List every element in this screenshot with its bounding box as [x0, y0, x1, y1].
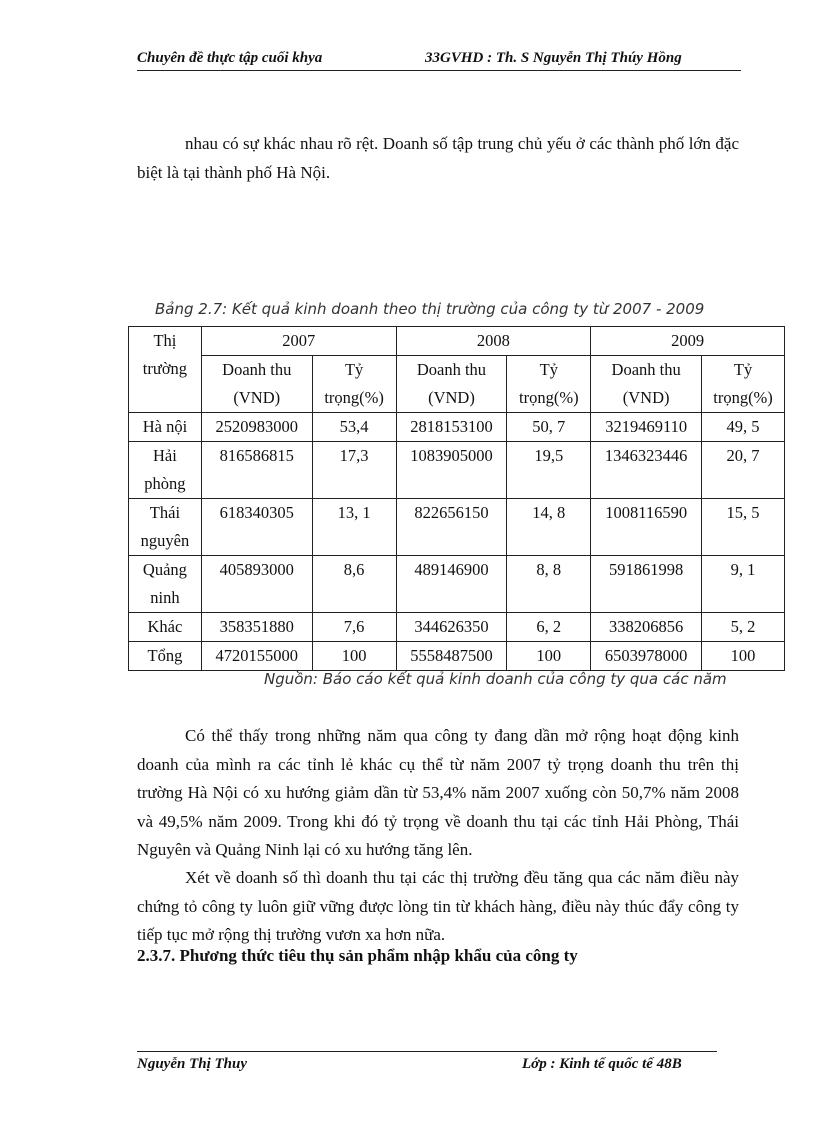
share-cell: 6, 2	[507, 613, 591, 642]
market-name: ninh	[150, 588, 180, 607]
market-name: Quảng	[142, 560, 187, 579]
share-cell: 14, 8	[507, 499, 591, 556]
table-header-row-sub1	[129, 356, 785, 385]
revenue-cell: 6503978000	[591, 642, 702, 671]
sub-share-unit-2009: trọng(%)	[702, 384, 785, 413]
revenue-cell: 1346323446	[591, 442, 702, 499]
header-left-title: Chuyên đề thực tập cuối khya	[137, 50, 323, 66]
market-cell	[129, 556, 202, 613]
header-market	[129, 327, 202, 413]
revenue-cell: 822656150	[396, 499, 507, 556]
revenue-cell: 5558487500	[396, 642, 507, 671]
market-name: Khác	[147, 617, 183, 636]
revenue-cell: 2520983000	[201, 413, 312, 442]
revenue-cell: 358351880	[201, 613, 312, 642]
share-cell: 5, 2	[702, 613, 785, 642]
share-cell: 8,6	[312, 556, 396, 613]
market-cell	[129, 642, 202, 671]
revenue-cell: 1008116590	[591, 499, 702, 556]
paragraph-2: Có thể thấy trong những năm qua công ty đang dần mở rộng hoạt động kinh doanh của mình ra các tỉnh lẻ khác cụ thể từ năm 2007 tỷ trọng doanh thu trên thị trường Hà Nội có xu hướng giảm dần từ 53,4% năm 2007 xuống còn 50,7% năm 2008 và 49,5% năm 2009. Trong khi đó tỷ trọng về doanh thu tại các tỉnh Hải Phòng, Thái Nguyên và Quảng Ninh lại có xu hướng tăng lên.	[137, 726, 739, 859]
footer-class: Lớp : Kinh tế quốc tế 48B	[522, 1056, 682, 1072]
header-year-2007: 2007	[201, 327, 396, 356]
share-cell: 49, 5	[702, 413, 785, 442]
market-cell	[129, 413, 202, 442]
share-cell: 20, 7	[702, 442, 785, 499]
section-heading: 2.3.7. Phương thức tiêu thụ sản phẩm nhập khẩu của công ty	[137, 946, 578, 965]
market-name: nguyên	[140, 531, 190, 550]
market-cell	[129, 613, 202, 642]
table-header-row-sub2	[129, 384, 785, 413]
revenue-cell: 338206856	[591, 613, 702, 642]
share-cell: 100	[702, 642, 785, 671]
share-cell: 17,3	[312, 442, 396, 499]
table-row	[129, 642, 785, 671]
revenue-cell: 816586815	[201, 442, 312, 499]
table-source-note: Nguồn: Báo cáo kết quả kinh doanh của công ty qua các năm	[264, 670, 727, 688]
sub-revenue-unit-2008: (VND)	[396, 384, 507, 413]
header-market-line2: trường	[142, 359, 188, 378]
revenue-cell: 344626350	[396, 613, 507, 642]
share-cell: 13, 1	[312, 499, 396, 556]
paragraph-1: nhau có sự khác nhau rõ rệt. Doanh số tập trung chủ yếu ở các thành phố lớn đặc biệt là tại thành phố Hà Nội.	[137, 134, 739, 182]
header-year-2009: 2009	[591, 327, 785, 356]
revenue-cell: 4720155000	[201, 642, 312, 671]
sub-share-2008: Tỷ	[507, 356, 591, 385]
footer-rule	[137, 1051, 717, 1052]
revenue-cell: 591861998	[591, 556, 702, 613]
share-cell: 100	[507, 642, 591, 671]
share-cell: 15, 5	[702, 499, 785, 556]
sub-revenue-2007: Doanh thu	[201, 356, 312, 385]
header-year-2008: 2008	[396, 327, 591, 356]
header-market-line1: Thị	[153, 331, 177, 350]
sub-share-unit-2007: trọng(%)	[312, 384, 396, 413]
sub-share-unit-2008: trọng(%)	[507, 384, 591, 413]
revenue-cell: 618340305	[201, 499, 312, 556]
market-cell	[129, 499, 202, 556]
table-row	[129, 413, 785, 442]
revenue-cell: 489146900	[396, 556, 507, 613]
market-results-table	[128, 326, 785, 671]
share-cell: 19,5	[507, 442, 591, 499]
table-row	[129, 499, 785, 556]
market-name: Thái	[149, 503, 181, 522]
sub-share-2009: Tỷ	[702, 356, 785, 385]
market-cell	[129, 442, 202, 499]
share-cell: 50, 7	[507, 413, 591, 442]
table-row	[129, 613, 785, 642]
table-row	[129, 442, 785, 499]
header-right-supervisor: 33GVHD : Th. S Nguyễn Thị Thúy Hồng	[425, 50, 682, 66]
share-cell: 100	[312, 642, 396, 671]
sub-revenue-2009: Doanh thu	[591, 356, 702, 385]
market-name: Hà nội	[142, 417, 188, 436]
share-cell: 8, 8	[507, 556, 591, 613]
share-cell: 9, 1	[702, 556, 785, 613]
revenue-cell: 2818153100	[396, 413, 507, 442]
revenue-cell: 405893000	[201, 556, 312, 613]
table-row	[129, 556, 785, 613]
market-name: Tổng	[147, 646, 183, 665]
table-caption: Bảng 2.7: Kết quả kinh doanh theo thị trường của công ty từ 2007 - 2009	[155, 300, 705, 318]
revenue-cell: 1083905000	[396, 442, 507, 499]
market-name: phòng	[144, 474, 186, 493]
sub-revenue-unit-2007: (VND)	[201, 384, 312, 413]
paragraph-3: Xét về doanh số thì doanh thu tại các thị trường đều tăng qua các năm điều này chứng tỏ công ty luôn giữ vững được lòng tin từ khách hàng, điều này thúc đẩy công ty tiếp tục mở rộng thị trường vươn xa hơn nữa.	[137, 868, 739, 944]
share-cell: 7,6	[312, 613, 396, 642]
page-header	[137, 48, 741, 71]
sub-revenue-2008: Doanh thu	[396, 356, 507, 385]
revenue-cell: 3219469110	[591, 413, 702, 442]
sub-revenue-unit-2009: (VND)	[591, 384, 702, 413]
market-name: Hải	[153, 446, 177, 465]
table-body	[129, 413, 785, 671]
sub-share-2007: Tỷ	[312, 356, 396, 385]
table-header-row-years	[129, 327, 785, 356]
footer-author: Nguyễn Thị Thuy	[137, 1056, 248, 1072]
share-cell: 53,4	[312, 413, 396, 442]
